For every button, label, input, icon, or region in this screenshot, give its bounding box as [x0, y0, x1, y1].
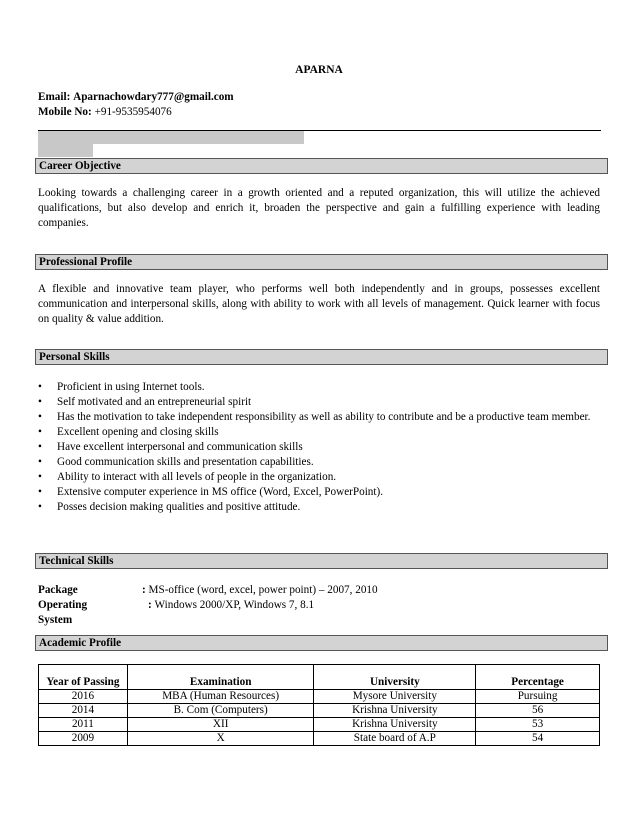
table-cell: Mysore University: [314, 690, 476, 704]
table-row: [39, 718, 600, 732]
tech-label: Operating System: [38, 599, 88, 626]
list-item: [38, 470, 600, 485]
tech-value-text: Windows 2000/XP, Windows 7, 8.1: [154, 599, 315, 611]
table-cell: State board of A.P: [314, 732, 476, 746]
academic-table: [38, 664, 600, 746]
list-item: [38, 485, 600, 500]
section-heading-career-objective: Career Objective: [35, 158, 608, 174]
decorative-grey-bar-small: [38, 144, 93, 157]
section-heading-academic-profile: Academic Profile: [35, 635, 608, 651]
table-cell: 2011: [39, 718, 128, 732]
skill-text: Proficient in using Internet tools.: [57, 381, 205, 393]
table-cell: 53: [476, 718, 600, 732]
section-heading-professional-profile: Professional Profile: [35, 254, 608, 270]
table-cell: Krishna University: [314, 718, 476, 732]
bullet-icon: •: [38, 426, 42, 438]
table-cell: X: [127, 732, 314, 746]
email-label: Email:: [38, 91, 71, 103]
section-heading-technical-skills: Technical Skills: [35, 553, 608, 569]
bullet-icon: •: [38, 501, 42, 513]
column-header: Examination: [127, 665, 314, 690]
column-header: University: [314, 665, 476, 690]
professional-profile-text: A flexible and innovative team player, who performs well both independently and in groups, possesses excellent communication and interpersonal skills, along with ability to work with all levels of management. Quick learner with focus on quality & value addition.: [38, 283, 600, 325]
table-row: [39, 704, 600, 718]
skill-text: Extensive computer experience in MS office (Word, Excel, PowerPoint).: [57, 486, 384, 498]
tech-value: [148, 598, 314, 613]
tech-label: Package: [38, 584, 78, 596]
personal-skills-list: [38, 380, 600, 515]
skill-text: Have excellent interpersonal and communication skills: [57, 441, 303, 453]
decorative-grey-bar: [38, 131, 304, 144]
mobile-label: Mobile No:: [38, 106, 92, 118]
tech-separator: :: [142, 584, 146, 596]
table-cell: 2009: [39, 732, 128, 746]
mobile-value: +91-9535954076: [94, 106, 172, 118]
bullet-icon: •: [38, 471, 42, 483]
tech-value: [142, 583, 378, 598]
candidate-name: APARNA: [295, 64, 343, 76]
list-item: [38, 440, 600, 455]
list-item: [38, 395, 600, 410]
list-item: [38, 455, 600, 470]
skill-text: Ability to interact with all levels of people in the organization.: [57, 471, 337, 483]
column-header: Percentage: [476, 665, 600, 690]
table-cell: B. Com (Computers): [127, 704, 314, 718]
table-cell: 2014: [39, 704, 128, 718]
table-cell: 56: [476, 704, 600, 718]
bullet-icon: •: [38, 441, 42, 453]
column-header: Year of Passing: [39, 665, 128, 690]
mobile-line: [38, 105, 234, 120]
list-item: [38, 380, 600, 395]
list-item: [38, 425, 600, 440]
email-value: Aparnachowdary777@gmail.com: [73, 91, 234, 103]
tech-separator: :: [148, 599, 152, 611]
table-row: [39, 690, 600, 704]
skill-text: Posses decision making qualities and positive attitude.: [57, 501, 301, 513]
table-header-row: [39, 665, 600, 690]
table-cell: MBA (Human Resources): [127, 690, 314, 704]
tech-value-text: MS-office (word, excel, power point) – 2007, 2010: [148, 584, 378, 596]
list-item: [38, 410, 600, 425]
table-cell: 2016: [39, 690, 128, 704]
table-cell: 54: [476, 732, 600, 746]
skill-text: Self motivated and an entrepreneurial spirit: [57, 396, 252, 408]
table-row: [39, 732, 600, 746]
table-cell: Krishna University: [314, 704, 476, 718]
list-item: [38, 500, 600, 515]
section-heading-personal-skills: Personal Skills: [35, 349, 608, 365]
table-cell: XII: [127, 718, 314, 732]
skill-text: Has the motivation to take independent responsibility as well as ability to contribute and be a productive team member.: [57, 411, 591, 423]
bullet-icon: •: [38, 381, 42, 393]
table-cell: Pursuing: [476, 690, 600, 704]
bullet-icon: •: [38, 486, 42, 498]
skill-text: Excellent opening and closing skills: [57, 426, 219, 438]
bullet-icon: •: [38, 396, 42, 408]
bullet-icon: •: [38, 411, 42, 423]
contact-block: [38, 90, 234, 120]
career-objective-text: Looking towards a challenging career in a growth oriented and a reputed organization, this will utilize the achieved qualifications, but also develop and enrich it, broaden the perspective and gain a fulfilling experience with leading companies.: [38, 187, 600, 229]
bullet-icon: •: [38, 456, 42, 468]
skill-text: Good communication skills and presentation capabilities.: [57, 456, 314, 468]
email-line: [38, 90, 234, 105]
